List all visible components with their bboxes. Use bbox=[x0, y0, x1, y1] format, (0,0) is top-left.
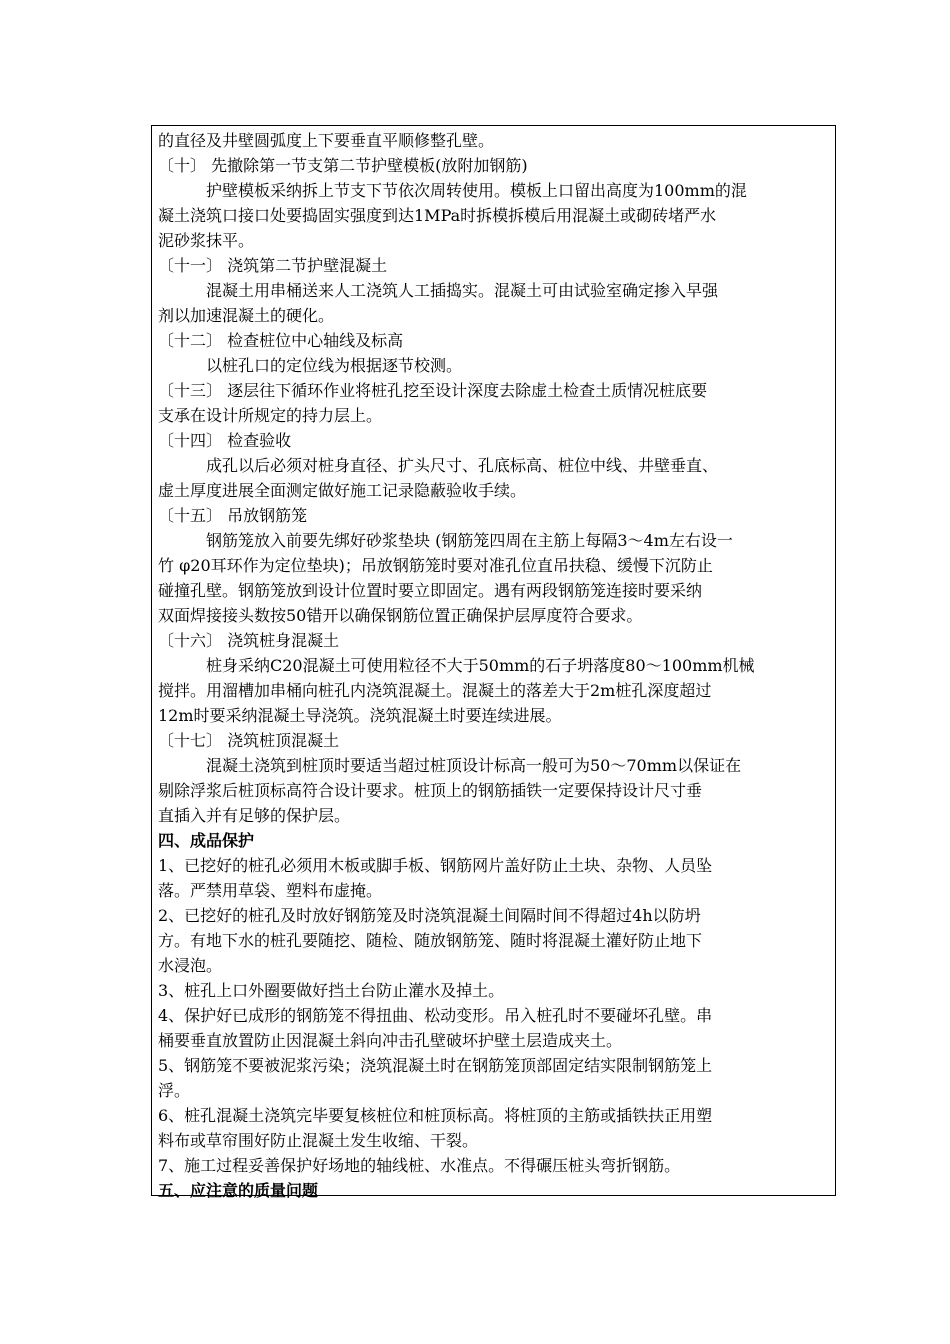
text-line: 落。严禁用草袋、塑料布虚掩。 bbox=[158, 881, 383, 900]
text-line: 支承在设计所规定的持力层上。 bbox=[158, 406, 383, 425]
text-line: 竹 φ20耳环作为定位垫块)；吊放钢筋笼时要对准孔位直吊扶稳、缓慢下沉防止 bbox=[158, 556, 713, 575]
text-line: 〔十四〕 检查验收 bbox=[158, 431, 292, 450]
text-line: 搅拌。用溜槽加串桶向桩孔内浇筑混凝土。混凝土的落差大于2m桩孔深度超过 bbox=[158, 681, 712, 700]
text-line: 水浸泡。 bbox=[158, 956, 223, 975]
text-line: 虚土厚度进展全面测定做好施工记录隐蔽验收手续。 bbox=[158, 481, 527, 500]
text-line: 以桩孔口的定位线为根据逐节校测。 bbox=[206, 356, 463, 375]
text-line: 混凝土用串桶送来人工浇筑人工插捣实。混凝土可由试验室确定掺入早强 bbox=[206, 281, 719, 300]
text-line: 凝土浇筑口接口处要捣固实强度到达1MPa时拆模拆模后用混凝土或砌砖堵严水 bbox=[158, 206, 717, 225]
text-line: 6、桩孔混凝土浇筑完毕要复核桩位和桩顶标高。将桩顶的主筋或插铁扶正用塑 bbox=[158, 1106, 713, 1125]
text-line: 7、施工过程妥善保护好场地的轴线桩、水准点。不得碾压桩头弯折钢筋。 bbox=[158, 1156, 681, 1175]
text-line: 混凝土浇筑到桩顶时要适当超过桩顶设计标高一般可为50～70mm以保证在 bbox=[206, 756, 742, 775]
text-line: 泥砂浆抹平。 bbox=[158, 231, 255, 250]
text-line: 1、已挖好的桩孔必须用木板或脚手板、钢筋网片盖好防止土块、杂物、人员坠 bbox=[158, 856, 713, 875]
text-line: 〔十三〕 逐层往下循环作业将桩孔挖至设计深度去除虚土检查土质情况桩底要 bbox=[158, 381, 708, 400]
text-line: 〔十一〕 浇筑第二节护壁混凝土 bbox=[158, 256, 388, 275]
text-line: 方。有地下水的桩孔要随挖、随检、随放钢筋笼、随时将混凝土灌好防止地下 bbox=[158, 931, 703, 950]
text-line: 〔十二〕 检查桩位中心轴线及标高 bbox=[158, 331, 404, 350]
text-line: 浮。 bbox=[158, 1081, 191, 1100]
document-table-cell bbox=[151, 125, 836, 1200]
text-line: 12m时要采纳混凝土导浇筑。浇筑混凝土时要连续进展。 bbox=[158, 706, 562, 725]
text-line: 碰撞孔壁。钢筋笼放到设计位置时要立即固定。遇有两段钢筋笼连接时要采纳 bbox=[158, 581, 703, 600]
text-line: 〔十七〕 浇筑桩顶混凝土 bbox=[158, 731, 340, 750]
text-line: 3、桩孔上口外圈要做好挡土台防止灌水及掉土。 bbox=[158, 981, 505, 1000]
text-line: 〔十六〕 浇筑桩身混凝土 bbox=[158, 631, 340, 650]
section-heading: 五、应注意的质量问题 bbox=[158, 1181, 319, 1200]
text-line: 料布或草帘围好防止混凝土发生收缩、干裂。 bbox=[158, 1131, 479, 1150]
text-line: 直插入并有足够的保护层。 bbox=[158, 806, 351, 825]
text-line: 〔十五〕 吊放钢筋笼 bbox=[158, 506, 308, 525]
text-line: 桩身采纳C20混凝土可使用粒径不大于50mm的石子坍落度80～100mm机械 bbox=[206, 656, 755, 675]
document-body bbox=[158, 128, 830, 1203]
text-line: 5、钢筋笼不要被泥浆污染；浇筑混凝土时在钢筋笼顶部固定结实限制钢筋笼上 bbox=[158, 1056, 713, 1075]
text-line: 成孔以后必须对桩身直径、扩头尺寸、孔底标高、桩位中线、井壁垂直、 bbox=[206, 456, 719, 475]
text-line: 护壁模板采纳拆上节支下节依次周转使用。模板上口留出高度为100mm的混 bbox=[206, 181, 747, 200]
text-line: 剂以加速混凝土的硬化。 bbox=[158, 306, 335, 325]
text-line: 双面焊接接头数按50错开以确保钢筋位置正确保护层厚度符合要求。 bbox=[158, 606, 643, 625]
text-line: 钢筋笼放入前要先绑好砂浆垫块 (钢筋笼四周在主筋上每隔3～4m左右设一 bbox=[206, 531, 733, 550]
text-line: 4、保护好已成形的钢筋笼不得扭曲、松动变形。吊入桩孔时不要碰坏孔壁。串 bbox=[158, 1006, 713, 1025]
section-heading: 四、成品保护 bbox=[158, 831, 255, 850]
text-line: 2、已挖好的桩孔及时放好钢筋笼及时浇筑混凝土间隔时间不得超过4h以防坍 bbox=[158, 906, 701, 925]
text-line: 〔十〕 先撤除第一节支第二节护壁模板(放附加钢筋) bbox=[158, 156, 528, 175]
text-line: 桶要垂直放置防止因混凝土斜向冲击孔壁破坏护壁土层造成夹土。 bbox=[158, 1031, 623, 1050]
text-line: 的直径及井壁圆弧度上下要垂直平顺修整孔壁。 bbox=[158, 131, 495, 150]
text-line: 剔除浮浆后桩顶标高符合设计要求。桩顶上的钢筋插铁一定要保持设计尺寸垂 bbox=[158, 781, 703, 800]
